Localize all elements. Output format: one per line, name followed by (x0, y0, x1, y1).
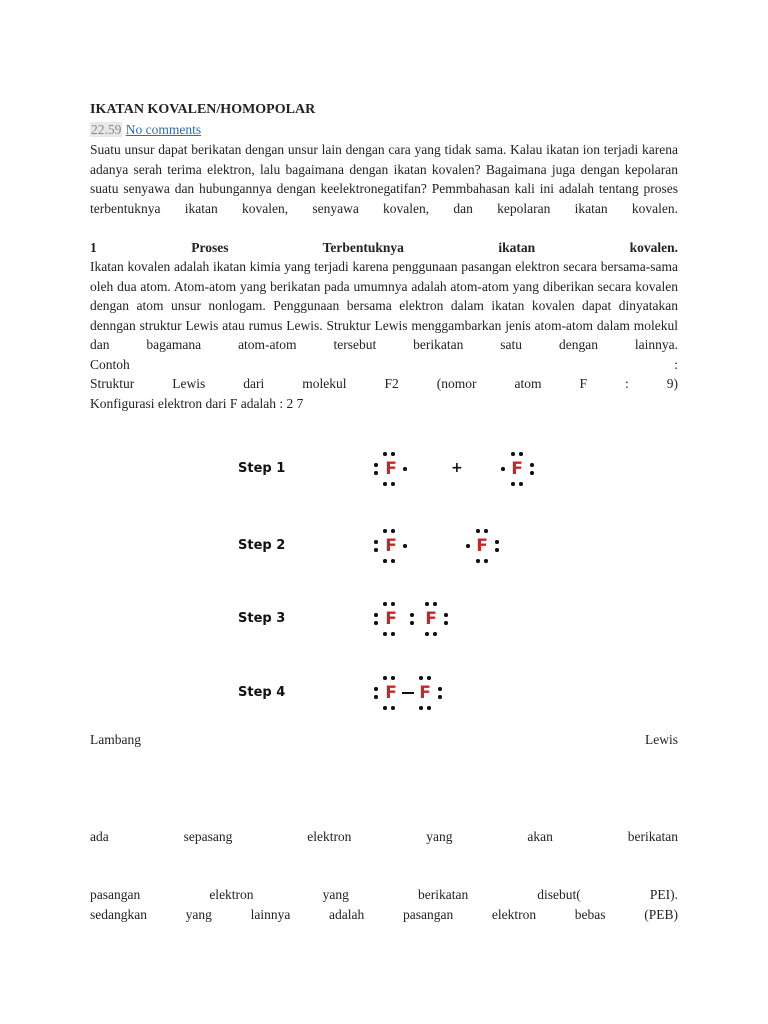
step-4-label: Step 4 (238, 685, 286, 700)
article-title: IKATAN KOVALEN/HOMOPOLAR (90, 102, 316, 117)
contoh-line: Contoh : (90, 356, 678, 372)
fluorine-atom: F (412, 680, 438, 706)
pei-line: pasangan elektron yang berikatan disebut( PEI). (90, 887, 678, 902)
step-1-label: Step 1 (238, 461, 286, 476)
lewis-structure-diagram (236, 452, 536, 722)
article-body (90, 100, 678, 413)
step-2-label: Step 2 (238, 538, 286, 553)
shared-electron (410, 613, 414, 617)
post-meta (90, 120, 678, 140)
intro-paragraph: Suatu unsur dapat berikatan dengan unsur lain dengan cara yang tidak sama. Kalau ikatan ion terjadi karena adanya serah terima elektron, lalu bagaimana dengan ikatan kovalen? Bagaimana juga dengan kepolaran suatu senyawa dan hubungannya dengan keelektronegatifan? Pemmbahasan kali ini adalah tentang proses terbentuknya ikatan kovalen, senyawa kovalen, dan kepolaran ikatan kovalen. (90, 142, 678, 216)
section-paragraph: Ikatan kovalen adalah ikatan kimia yang terjadi karena penggunaan pasangan elektron secara bersama-sama oleh dua atom. Atom-atom yang berikatan pada umumnya adalah atom-atom yang diberikan secara kovalen dengan atom unsur nonlogam. Penggunaan bersama elektron dalam ikatan kovalen dapat dinyatakan denngan struktur Lewis atau rumus Lewis. Struktur Lewis menggambarkan jenis atom-atom dalam molekul dan bagamana atom-atom tersebut berikatan satu dengan lainnya. (90, 259, 678, 352)
fluorine-atom: F (378, 606, 404, 632)
post-time: 22.59 (91, 122, 122, 137)
fluorine-atom: F (418, 606, 444, 632)
comments-link[interactable]: No comments (125, 122, 202, 137)
plus-sign: + (451, 460, 463, 476)
struktur-line: Struktur Lewis dari molekul F2 (nomor atom F : 9) (90, 376, 678, 391)
peb-line: sedangkan yang lainnya adalah pasangan elektron bebas (PEB) (90, 907, 678, 922)
fluorine-atom: F (378, 533, 404, 559)
fluorine-atom: F (469, 533, 495, 559)
sepasang-elektron-line: ada sepasang elektron yang akan berikatan (90, 829, 678, 844)
fluorine-atom: F (378, 456, 404, 482)
konfigurasi-line: Konfigurasi elektron dari F adalah : 2 7 (90, 395, 304, 411)
shared-electron (410, 621, 414, 625)
fluorine-atom: F (378, 680, 404, 706)
section-heading: 1 Proses Terbentuknya ikatan kovalen. (90, 239, 678, 255)
step-3-label: Step 3 (238, 611, 286, 626)
fluorine-atom: F (504, 456, 530, 482)
lambang-line: Lambang Lewis (90, 732, 678, 747)
